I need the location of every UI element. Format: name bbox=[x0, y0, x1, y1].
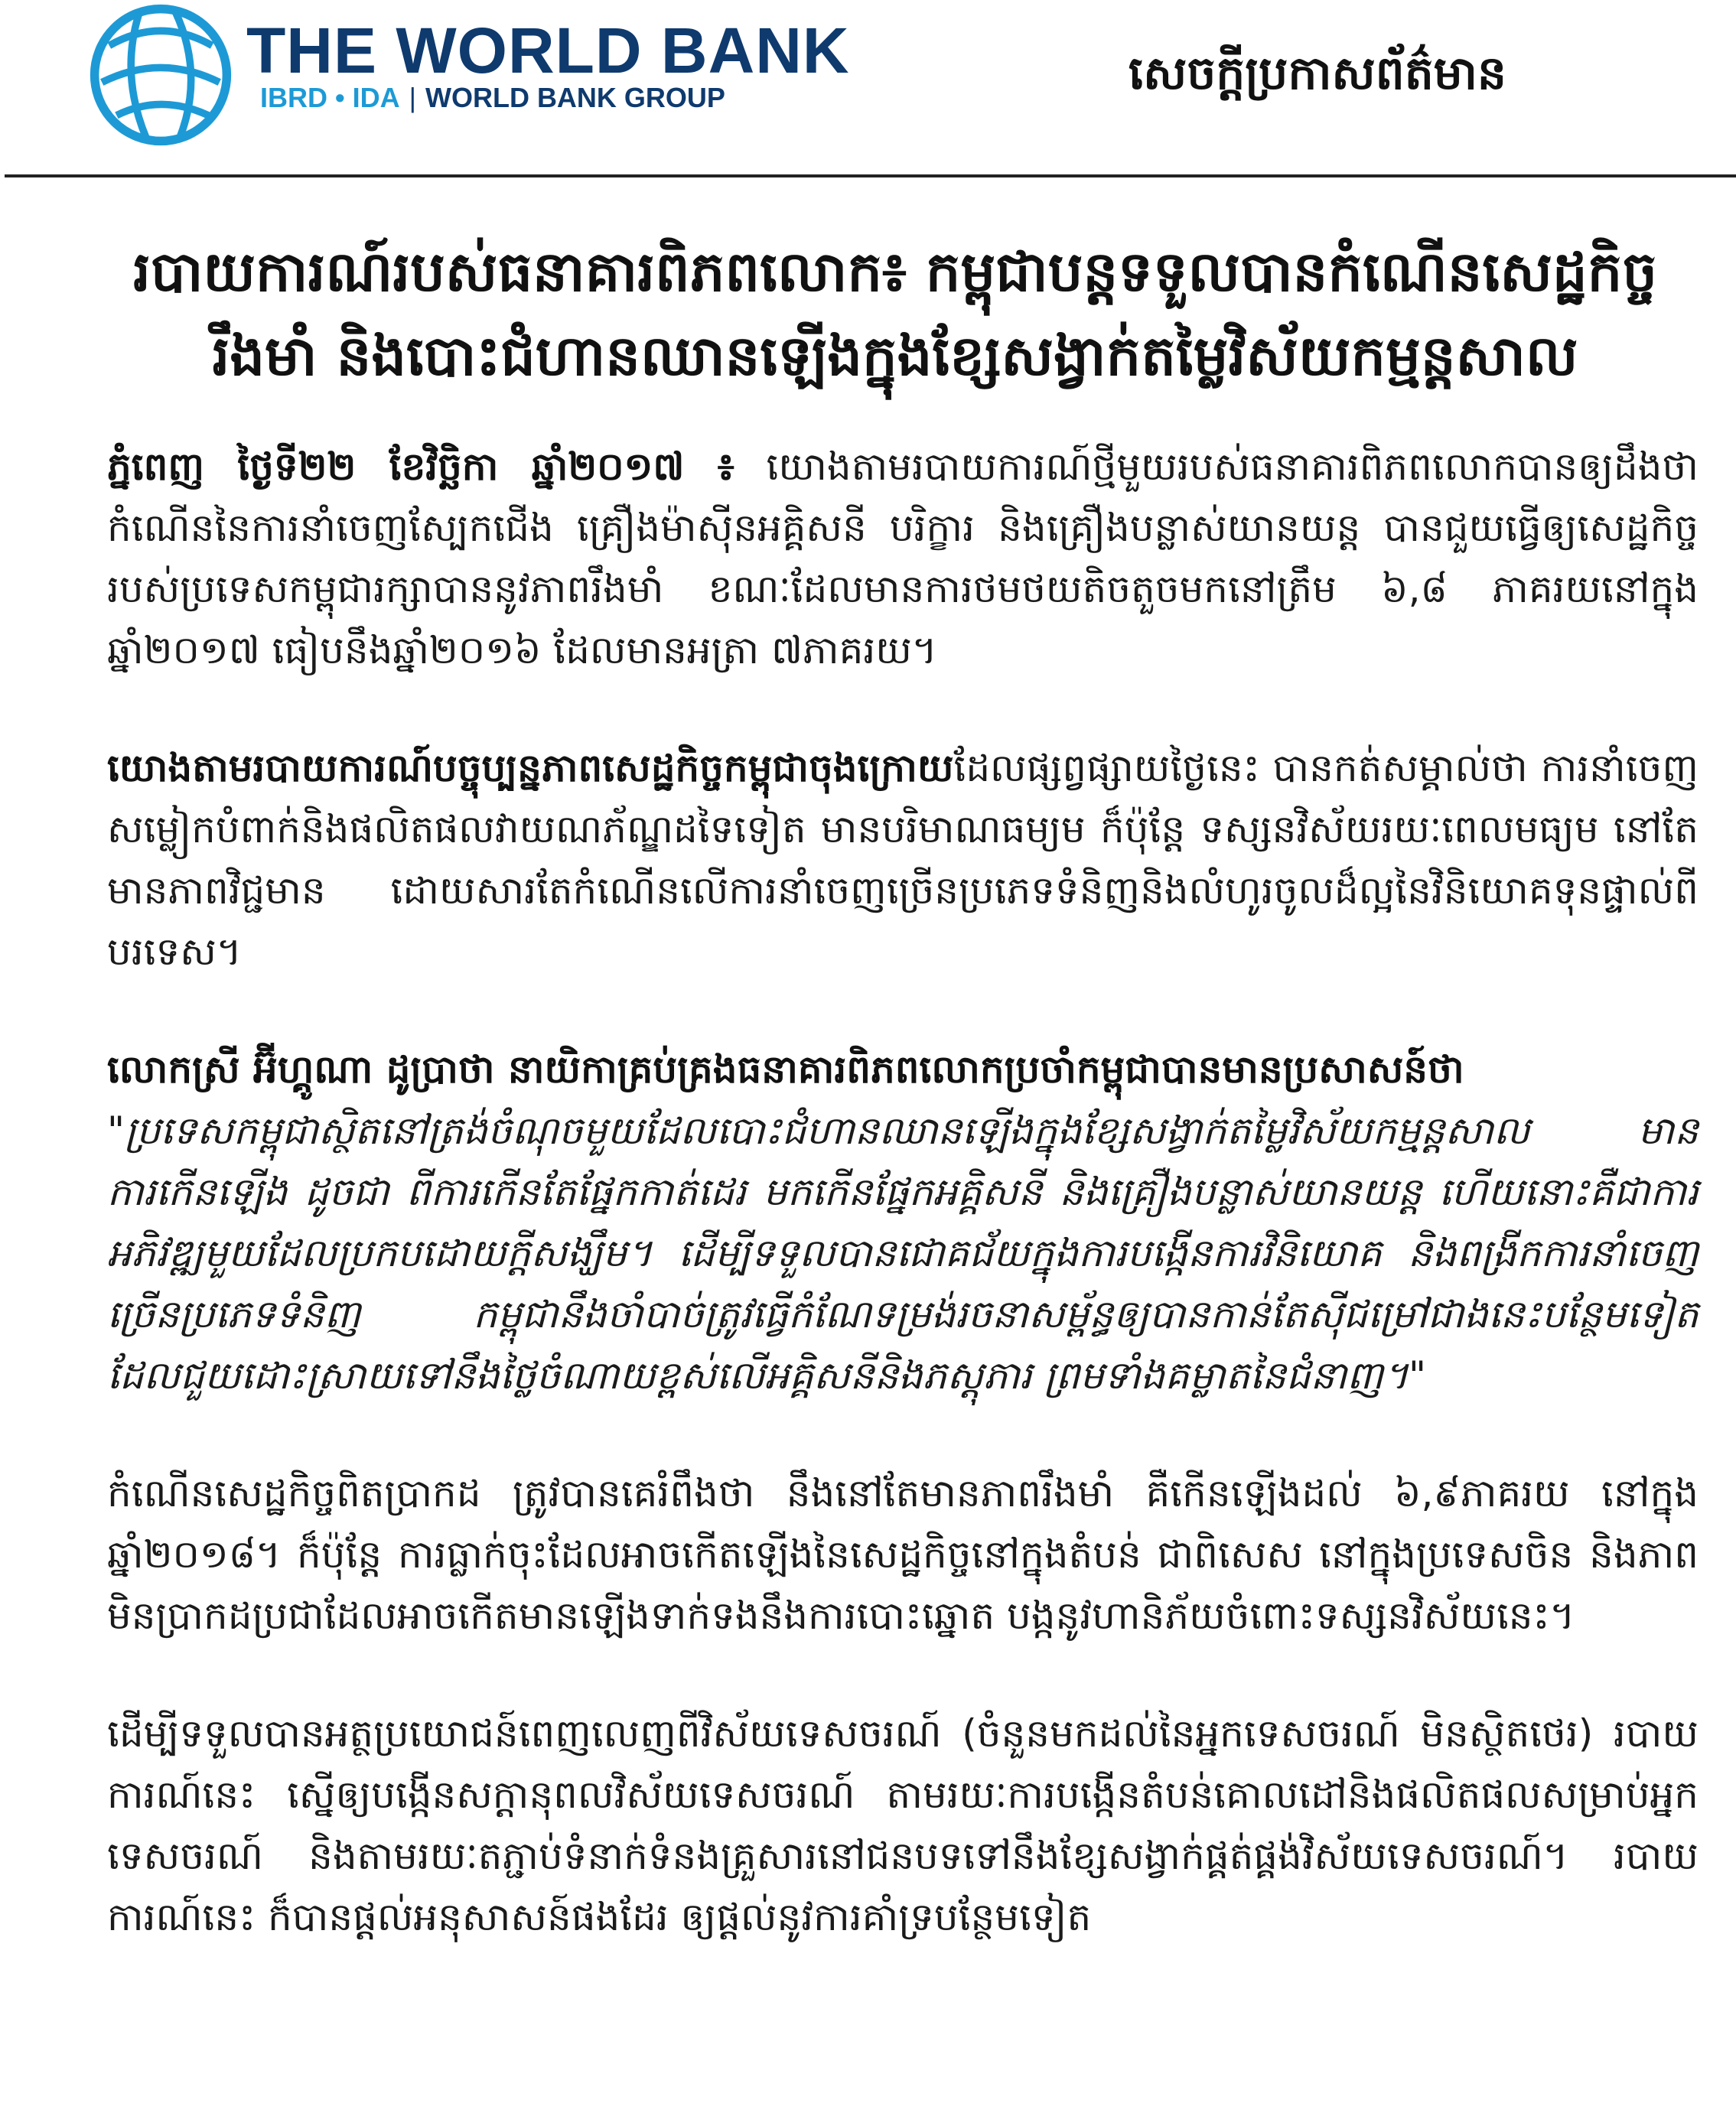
speaker-attribution: លោកស្រី អ៊ីហ្គូណា ដូប្រាថា នាយិកាគ្រប់គ្រងធនាគារពិភពលោកប្រចាំកម្ពុជាបានមានប្រសាសន៍ថា bbox=[107, 1047, 1464, 1092]
headline: របាយការណ៍របស់ធនាគារពិភពលោក៖ កម្ពុជាបន្តទទួលបានកំណើនសេដ្ឋកិច្ចរឹងមាំ និងបោះជំហានឈានឡើងក្នុងខ្សែសង្វាក់តម្លៃវិស័យកម្មន្តសាល bbox=[132, 239, 1658, 388]
world-bank-globe-icon bbox=[86, 2, 236, 148]
document-type-label: សេចក្តីប្រកាសព័ត៌មាន bbox=[1129, 47, 1506, 100]
report-name: យោងតាមរបាយការណ៍បច្ចុប្បន្នភាពសេដ្ឋកិច្ចកម្ពុជាចុងក្រោយ bbox=[107, 746, 954, 790]
paragraph-1 bbox=[107, 436, 1699, 681]
paragraph-1-text: យោងតាមរបាយការណ៍ថ្មីមួយរបស់ធនាគារពិភពលោកបានឲ្យដឹងថា កំណើននៃការនាំចេញស្បែកជើង គ្រឿងម៉ាស៊ីនអគ្គិសនី បរិក្ខារ និងគ្រឿងបន្លាស់យានយន្ត បានជួយធ្វើឲ្យសេដ្ឋកិច្ចរបស់ប្រទេសកម្ពុជារក្សាបាននូវភាពរឹងមាំ ខណៈដែលមានការថមថយតិចតួចមកនៅត្រឹម ៦,៨ ភាគរយនៅក្នុងឆ្នាំ២០១៧ ធៀបនឹងឆ្នាំ២០១៦ ដែលមានអត្រា ៧ភាគរយ។ bbox=[107, 444, 1699, 672]
logo-title: THE WORLD BANK bbox=[246, 15, 850, 86]
speaker-quote: "ប្រទេសកម្ពុជាស្ថិតនៅត្រង់ចំណុចមួយដែលបោះជំហានឈានឡើងក្នុងខ្សែសង្វាក់តម្លៃវិស័យកម្មន្តសាល មានការកើនឡើង ដូចជា ពីការកើនតែផ្នែកកាត់ដេរ មកកើនផ្នែកអគ្គិសនី និងគ្រឿងបន្លាស់យានយន្ត ហើយនោះគឺជាការអភិវឌ្ឍមួយដែលប្រកបដោយក្តីសង្ឃឹម។ ដើម្បីទទួលបានជោគជ័យក្នុងការបង្កើនការវិនិយោគ និងពង្រីកការនាំចេញច្រើនប្រភេទទំនិញ កម្ពុជានឹងចាំបាច់ត្រូវធ្វើកំណែទម្រង់រចនាសម្ព័ន្ធឲ្យបានកាន់តែស៊ីជម្រៅជាងនេះបន្ថែមទៀត ដែលជួយដោះស្រាយទៅនឹងថ្លៃចំណាយខ្ពស់លើអគ្គិសនីនិងភស្តុភារ ព្រមទាំងគម្លាតនៃជំនាញ។" bbox=[107, 1108, 1699, 1398]
paragraph-3 bbox=[107, 1039, 1699, 1406]
logo-group: WORLD BANK GROUP bbox=[425, 82, 725, 113]
paragraph-2 bbox=[107, 737, 1699, 982]
article-body bbox=[107, 436, 1699, 2004]
paragraph-5: ដើម្បីទទួលបានអត្ថប្រយោជន៍ពេញលេញពីវិស័យទេសចរណ៍ (ចំនួនមកដល់នៃអ្នកទេសចរណ៍ មិនស្ថិតថេរ) របាយការណ៍នេះ ស្នើឲ្យបង្កើនសក្តានុពលវិស័យទេសចរណ៍ តាមរយៈការបង្កើនតំបន់គោលដៅនិងផលិតផលសម្រាប់អ្នកទេសចរណ៍ និងតាមរយៈតភ្ជាប់ទំនាក់ទំនងគ្រួសារនៅជនបទទៅនឹងខ្សែសង្វាក់ផ្គត់ផ្គង់វិស័យទេសចរណ៍។ របាយការណ៍នេះ ក៏បានផ្តល់អនុសាសន៍ផងដែរ ឲ្យផ្តល់នូវការគាំទ្របន្ថែមទៀត bbox=[107, 1711, 1699, 1939]
page-header bbox=[0, 0, 1736, 177]
paragraph-2-text: ដែលផ្សព្វផ្សាយថ្ងៃនេះ បានកត់សម្គាល់ថា ការនាំចេញសម្លៀកបំពាក់និងផលិតផលវាយណភ័ណ្ឌដទៃទៀត មានបរិមាណធម្យម ក៏ប៉ុន្តែ ទស្សនវិស័យរយៈពេលមធ្យម នៅតែមានភាពវិជ្ជមាន ដោយសារតែកំណើនលើការនាំចេញច្រើនប្រភេទទំនិញនិងលំហូរចូលដ៏ល្អនៃវិនិយោគទុនផ្ទាល់ពីបរទេស។ bbox=[107, 746, 1699, 974]
header-divider bbox=[5, 174, 1736, 177]
paragraph-4: កំណើនសេដ្ឋកិច្ចពិតប្រាកដ ត្រូវបានគេរំពឹងថា នឹងនៅតែមានភាពរឹងមាំ គឺកើនឡើងដល់ ៦,៩ភាគរយ នៅក្នុងឆ្នាំ២០១៨។ ក៏ប៉ុន្តែ ការធ្លាក់ចុះដែលអាចកើតឡើងនៃសេដ្ឋកិច្ចនៅក្នុងតំបន់ ជាពិសេស នៅក្នុងប្រទេសចិន និងភាពមិនប្រាកដប្រជាដែលអាចកើតមានឡើងទាក់ទងនឹងការបោះឆ្នោត បង្កនូវហានិភ័យចំពោះទស្សនវិស័យនេះ។ bbox=[107, 1471, 1699, 1638]
logo-ibrd-ida: IBRD • IDA bbox=[260, 82, 400, 113]
logo-separator: | bbox=[409, 82, 416, 113]
dateline: ភ្នំពេញ ថ្ងៃទី២២ ខែវិច្ឆិកា ឆ្នាំ២០១៧ ៖ bbox=[107, 444, 734, 489]
logo-subtitle bbox=[260, 84, 725, 112]
